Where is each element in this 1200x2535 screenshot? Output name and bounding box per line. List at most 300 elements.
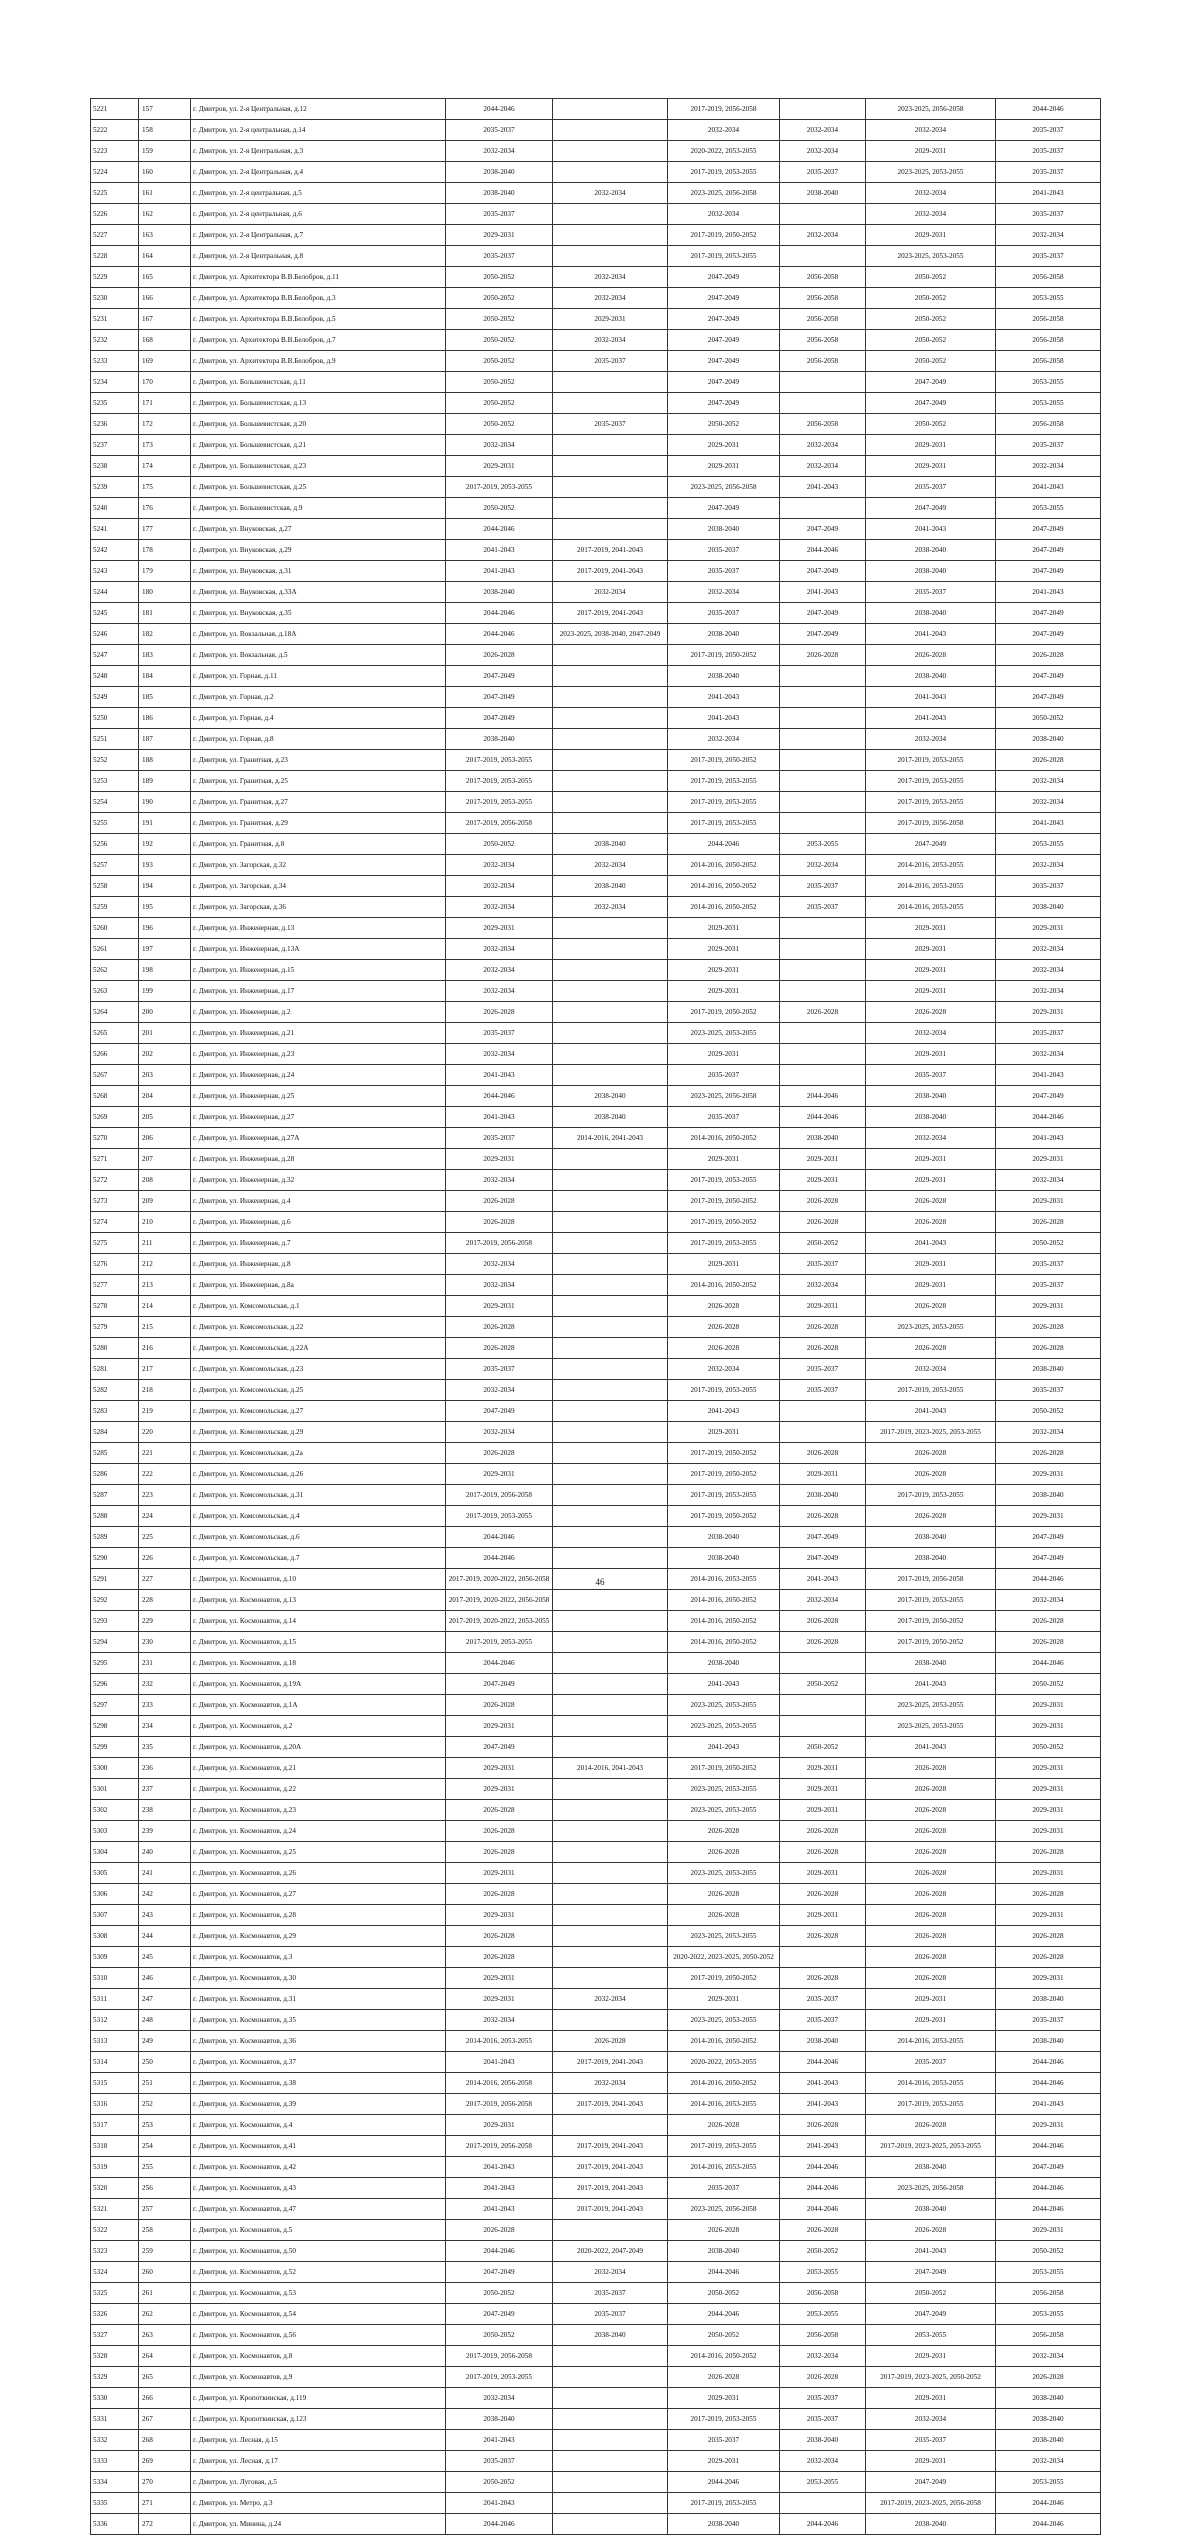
period-cell-6: 2053-2055 [996,393,1101,414]
period-cell-2 [553,1737,668,1758]
period-cell-4: 2056-2058 [780,351,866,372]
period-cell-3: 2023-2025, 2053-2055 [668,1863,780,1884]
row-number-cell: 170 [139,372,191,393]
period-cell-3: 2014-2016, 2050-2052 [668,2346,780,2367]
row-number-cell: 209 [139,1191,191,1212]
period-cell-2: 2032-2034 [553,183,668,204]
period-cell-4: 2053-2055 [780,2304,866,2325]
period-cell-6: 2044-2046 [996,2514,1101,2535]
period-cell-1: 2050-2052 [446,2325,553,2346]
row-number-cell: 190 [139,792,191,813]
period-cell-1: 2026-2028 [446,1338,553,1359]
period-cell-6: 2032-2034 [996,771,1101,792]
period-cell-1: 2017-2019, 2056-2058 [446,813,553,834]
period-cell-1: 2026-2028 [446,1842,553,1863]
row-number-cell: 240 [139,1842,191,1863]
period-cell-2 [553,120,668,141]
period-cell-4: 2035-2037 [780,1359,866,1380]
period-cell-6: 2035-2037 [996,876,1101,897]
table-row [91,1464,1101,1485]
period-cell-3: 2026-2028 [668,1317,780,1338]
period-cell-3: 2035-2037 [668,540,780,561]
address-cell: г. Дмитров, ул. Космонавтов, д.24 [191,1821,446,1842]
period-cell-2: 2032-2034 [553,897,668,918]
record-id-cell: 5247 [91,645,139,666]
table-row [91,1506,1101,1527]
record-id-cell: 5306 [91,1884,139,1905]
period-cell-6: 2056-2058 [996,2325,1101,2346]
table-row [91,2178,1101,2199]
table-row [91,1023,1101,1044]
period-cell-2 [553,1947,668,1968]
period-cell-1: 2017-2019, 2053-2055 [446,1506,553,1527]
period-cell-6: 2029-2031 [996,1758,1101,1779]
period-cell-1: 2029-2031 [446,1758,553,1779]
address-cell: г. Дмитров, ул. Космонавтов, д.23 [191,1800,446,1821]
period-cell-4 [780,750,866,771]
period-cell-2: 2023-2025, 2038-2040, 2047-2049 [553,624,668,645]
period-cell-3: 2029-2031 [668,456,780,477]
period-cell-6: 2053-2055 [996,2262,1101,2283]
period-cell-4: 2044-2046 [780,2514,866,2535]
row-number-cell: 184 [139,666,191,687]
address-cell: г. Дмитров, ул. Космонавтов, д.53 [191,2283,446,2304]
period-cell-4: 2026-2028 [780,1632,866,1653]
record-id-cell: 5223 [91,141,139,162]
record-id-cell: 5256 [91,834,139,855]
period-cell-1: 2050-2052 [446,414,553,435]
period-cell-4: 2041-2043 [780,2073,866,2094]
period-cell-2 [553,1800,668,1821]
table-row [91,1443,1101,1464]
period-cell-3: 2038-2040 [668,2514,780,2535]
period-cell-6: 2035-2037 [996,141,1101,162]
period-cell-2 [553,1863,668,1884]
address-cell: г. Дмитров, ул. Космонавтов, д.9 [191,2367,446,2388]
period-cell-5: 2047-2049 [866,393,996,414]
period-cell-6: 2032-2034 [996,939,1101,960]
period-cell-1: 2041-2043 [446,2178,553,2199]
period-cell-1: 2047-2049 [446,2262,553,2283]
period-cell-1: 2017-2019, 2056-2058 [446,1485,553,1506]
record-id-cell: 5283 [91,1401,139,1422]
period-cell-3: 2017-2019, 2050-2052 [668,645,780,666]
row-number-cell: 259 [139,2241,191,2262]
period-cell-5: 2017-2019, 2050-2052 [866,1632,996,1653]
period-cell-2 [553,2346,668,2367]
period-cell-3: 2017-2019, 2050-2052 [668,1212,780,1233]
period-cell-1: 2017-2019, 2053-2055 [446,2367,553,2388]
table-row [91,771,1101,792]
row-number-cell: 167 [139,309,191,330]
record-id-cell: 5310 [91,1968,139,1989]
period-cell-2 [553,1422,668,1443]
table-row [91,204,1101,225]
period-cell-1: 2047-2049 [446,1401,553,1422]
table-row [91,1632,1101,1653]
period-cell-3: 2017-2019, 2053-2055 [668,1170,780,1191]
period-cell-4 [780,498,866,519]
period-cell-2 [553,1842,668,1863]
period-cell-6: 2053-2055 [996,2472,1101,2493]
period-cell-4: 2026-2028 [780,645,866,666]
period-cell-5: 2017-2019, 2053-2055 [866,771,996,792]
period-cell-5: 2026-2028 [866,1296,996,1317]
period-cell-4: 2026-2028 [780,1926,866,1947]
record-id-cell: 5269 [91,1107,139,1128]
row-number-cell: 266 [139,2388,191,2409]
period-cell-3: 2020-2022, 2053-2055 [668,141,780,162]
period-cell-3: 2017-2019, 2050-2052 [668,1002,780,1023]
record-id-cell: 5240 [91,498,139,519]
record-id-cell: 5244 [91,582,139,603]
table-row [91,1800,1101,1821]
address-cell: г. Дмитров, ул. 2-я Центральная, д.3 [191,141,446,162]
address-cell: г. Дмитров, ул. Лесная, д.17 [191,2451,446,2472]
record-id-cell: 5221 [91,99,139,120]
address-cell: г. Дмитров, ул. Горная, д.2 [191,687,446,708]
row-number-cell: 221 [139,1443,191,1464]
period-cell-2: 2035-2037 [553,351,668,372]
row-number-cell: 161 [139,183,191,204]
record-id-cell: 5225 [91,183,139,204]
period-cell-3: 2029-2031 [668,435,780,456]
period-cell-5: 2029-2031 [866,981,996,1002]
period-cell-5: 2023-2025, 2056-2058 [866,2178,996,2199]
register-sheet [90,98,1100,2535]
table-row [91,1779,1101,1800]
period-cell-2 [553,1254,668,1275]
period-cell-3: 2026-2028 [668,1296,780,1317]
period-cell-5: 2050-2052 [866,288,996,309]
record-id-cell: 5277 [91,1275,139,1296]
address-cell: г. Дмитров, ул. Инженерная, д.27А [191,1128,446,1149]
row-number-cell: 206 [139,1128,191,1149]
period-cell-6: 2035-2037 [996,120,1101,141]
row-number-cell: 175 [139,477,191,498]
period-cell-2 [553,1149,668,1170]
period-cell-1: 2026-2028 [446,1212,553,1233]
row-number-cell: 248 [139,2010,191,2031]
period-cell-4 [780,1422,866,1443]
address-cell: г. Дмитров, ул. Внуковская, д.35 [191,603,446,624]
table-row [91,225,1101,246]
period-cell-3: 2014-2016, 2050-2052 [668,855,780,876]
period-cell-1: 2050-2052 [446,498,553,519]
table-row [91,1842,1101,1863]
table-row [91,2283,1101,2304]
table-row [91,1002,1101,1023]
address-cell: г. Дмитров, ул. Космонавтов, д.18 [191,1653,446,1674]
record-id-cell: 5260 [91,918,139,939]
period-cell-3: 2014-2016, 2050-2052 [668,1632,780,1653]
period-cell-3: 2014-2016, 2050-2052 [668,1275,780,1296]
row-number-cell: 179 [139,561,191,582]
period-cell-3: 2035-2037 [668,603,780,624]
period-cell-6: 2056-2058 [996,2283,1101,2304]
period-cell-3: 2029-2031 [668,939,780,960]
record-id-cell: 5264 [91,1002,139,1023]
period-cell-4 [780,708,866,729]
period-cell-1: 2050-2052 [446,834,553,855]
period-cell-5: 2029-2031 [866,456,996,477]
period-cell-3: 2047-2049 [668,351,780,372]
table-row [91,2220,1101,2241]
period-cell-6: 2044-2046 [996,2493,1101,2514]
period-cell-5: 2041-2043 [866,1737,996,1758]
record-id-cell: 5292 [91,1590,139,1611]
address-cell: г. Дмитров, ул. Инженерная, д.8 [191,1254,446,1275]
period-cell-1: 2032-2034 [446,1422,553,1443]
row-number-cell: 262 [139,2304,191,2325]
period-cell-2 [553,204,668,225]
period-cell-2: 2017-2019, 2041-2043 [553,2178,668,2199]
period-cell-3: 2035-2037 [668,2178,780,2199]
record-id-cell: 5232 [91,330,139,351]
period-cell-4: 2029-2031 [780,1170,866,1191]
table-row [91,750,1101,771]
address-cell: г. Дмитров, ул. Комсомольская, д.31 [191,1485,446,1506]
address-cell: г. Дмитров, ул. Большевистская, д.23 [191,456,446,477]
period-cell-3: 2029-2031 [668,981,780,1002]
row-number-cell: 178 [139,540,191,561]
period-cell-6: 2044-2046 [996,1653,1101,1674]
address-cell: г. Дмитров, ул. Космонавтов, д.22 [191,1779,446,1800]
period-cell-3: 2044-2046 [668,2472,780,2493]
record-id-cell: 5284 [91,1422,139,1443]
row-number-cell: 183 [139,645,191,666]
period-cell-3: 2050-2052 [668,2283,780,2304]
record-id-cell: 5239 [91,477,139,498]
period-cell-4 [780,372,866,393]
row-number-cell: 218 [139,1380,191,1401]
address-cell: г. Дмитров, ул. Космонавтов, д.50 [191,2241,446,2262]
period-cell-2 [553,918,668,939]
record-id-cell: 5231 [91,309,139,330]
period-cell-1: 2026-2028 [446,1800,553,1821]
record-id-cell: 5276 [91,1254,139,1275]
address-cell: г. Дмитров, ул. Гранитная, д.8 [191,834,446,855]
period-cell-1: 2044-2046 [446,624,553,645]
period-cell-4: 2038-2040 [780,1128,866,1149]
row-number-cell: 211 [139,1233,191,1254]
address-cell: г. Дмитров, ул. Космонавтов, д.31 [191,1989,446,2010]
period-cell-6: 2056-2058 [996,330,1101,351]
period-cell-4: 2029-2031 [780,1905,866,1926]
record-id-cell: 5273 [91,1191,139,1212]
period-cell-5: 2014-2016, 2053-2055 [866,876,996,897]
address-cell: г. Дмитров, ул. Космонавтов, д.5 [191,2220,446,2241]
period-cell-5: 2029-2031 [866,918,996,939]
address-cell: г. Дмитров, ул. Космонавтов, д.54 [191,2304,446,2325]
period-cell-4: 2038-2040 [780,2430,866,2451]
period-cell-2: 2020-2022, 2047-2049 [553,2241,668,2262]
table-row [91,2136,1101,2157]
period-cell-1: 2044-2046 [446,519,553,540]
table-row [91,2157,1101,2178]
period-cell-6: 2032-2034 [996,960,1101,981]
period-cell-6: 2032-2034 [996,225,1101,246]
row-number-cell: 253 [139,2115,191,2136]
row-number-cell: 219 [139,1401,191,1422]
period-cell-1: 2026-2028 [446,2220,553,2241]
period-cell-4: 2050-2052 [780,2241,866,2262]
period-cell-6: 2032-2034 [996,1422,1101,1443]
period-cell-5: 2038-2040 [866,540,996,561]
period-cell-2 [553,2220,668,2241]
record-id-cell: 5245 [91,603,139,624]
row-number-cell: 228 [139,1590,191,1611]
record-id-cell: 5238 [91,456,139,477]
address-cell: г. Дмитров, ул. Инженерная, д.23 [191,1044,446,1065]
period-cell-3: 2032-2034 [668,1359,780,1380]
period-cell-4: 2026-2028 [780,1338,866,1359]
period-cell-4 [780,1401,866,1422]
period-cell-6: 2035-2037 [996,1254,1101,1275]
period-cell-4: 2047-2049 [780,603,866,624]
period-cell-3: 2017-2019, 2050-2052 [668,1464,780,1485]
row-number-cell: 264 [139,2346,191,2367]
period-cell-5: 2017-2019, 2056-2058 [866,1569,996,1590]
period-cell-2: 2035-2037 [553,414,668,435]
period-cell-4 [780,1065,866,1086]
table-row [91,1149,1101,1170]
address-cell: г. Дмитров, ул. Большевистская, д.13 [191,393,446,414]
period-cell-2 [553,1821,668,1842]
period-cell-3: 2014-2016, 2053-2055 [668,2094,780,2115]
address-cell: г. Дмитров, ул. Комсомольская, д.26 [191,1464,446,1485]
table-row [91,855,1101,876]
record-id-cell: 5254 [91,792,139,813]
record-id-cell: 5275 [91,1233,139,1254]
period-cell-3: 2023-2025, 2053-2055 [668,1023,780,1044]
period-cell-2 [553,1611,668,1632]
period-cell-3: 2047-2049 [668,330,780,351]
period-cell-6: 2026-2028 [996,750,1101,771]
address-cell: г. Дмитров, ул. Инженерная, д.21 [191,1023,446,1044]
row-number-cell: 256 [139,2178,191,2199]
record-id-cell: 5279 [91,1317,139,1338]
record-id-cell: 5266 [91,1044,139,1065]
table-row [91,540,1101,561]
address-cell: г. Дмитров, ул. 2-я Центральная, д.12 [191,99,446,120]
period-cell-1: 2044-2046 [446,603,553,624]
period-cell-3: 2041-2043 [668,1674,780,1695]
record-id-cell: 5281 [91,1359,139,1380]
period-cell-3: 2014-2016, 2050-2052 [668,2073,780,2094]
period-cell-4: 2035-2037 [780,897,866,918]
period-cell-6: 2026-2028 [996,1611,1101,1632]
period-cell-4: 2026-2028 [780,1443,866,1464]
period-cell-2: 2032-2034 [553,267,668,288]
period-cell-1: 2026-2028 [446,1947,553,1968]
page-number: 46 [595,1577,605,1587]
period-cell-6: 2029-2031 [996,1800,1101,1821]
table-row [91,2073,1101,2094]
row-number-cell: 205 [139,1107,191,1128]
table-row [91,2493,1101,2514]
period-cell-3: 2029-2031 [668,1422,780,1443]
record-id-cell: 5295 [91,1653,139,1674]
period-cell-4: 2029-2031 [780,1149,866,1170]
table-row [91,2346,1101,2367]
period-cell-5: 2017-2019, 2023-2025, 2050-2052 [866,2367,996,2388]
address-cell: г. Дмитров, ул. Инженерная, д.4 [191,1191,446,1212]
period-cell-5: 2014-2016, 2053-2055 [866,2031,996,2052]
table-row [91,2514,1101,2535]
period-cell-6: 2029-2031 [996,1149,1101,1170]
address-cell: г. Дмитров, ул. Метро, д.3 [191,2493,446,2514]
row-number-cell: 267 [139,2409,191,2430]
period-cell-6: 2050-2052 [996,1401,1101,1422]
row-number-cell: 162 [139,204,191,225]
period-cell-3: 2044-2046 [668,2262,780,2283]
address-cell: г. Дмитров, ул. Гранитная, д.29 [191,813,446,834]
period-cell-5: 2026-2028 [866,1443,996,1464]
record-id-cell: 5326 [91,2304,139,2325]
period-cell-3: 2035-2037 [668,561,780,582]
period-cell-4: 2026-2028 [780,1884,866,1905]
period-cell-4: 2026-2028 [780,1611,866,1632]
period-cell-1: 2017-2019, 2020-2022, 2056-2058 [446,1590,553,1611]
period-cell-4: 2050-2052 [780,1737,866,1758]
period-cell-6: 2041-2043 [996,813,1101,834]
row-number-cell: 188 [139,750,191,771]
row-number-cell: 216 [139,1338,191,1359]
period-cell-2 [553,1275,668,1296]
address-cell: г. Дмитров, ул. Космонавтов, д.10 [191,1569,446,1590]
period-cell-6: 2035-2037 [996,204,1101,225]
record-id-cell: 5305 [91,1863,139,1884]
period-cell-6: 2029-2031 [996,1716,1101,1737]
period-cell-2 [553,645,668,666]
address-cell: г. Дмитров, ул. Космонавтов, д.37 [191,2052,446,2073]
period-cell-1: 2032-2034 [446,2010,553,2031]
period-cell-3: 2017-2019, 2050-2052 [668,1758,780,1779]
period-cell-4: 2047-2049 [780,1548,866,1569]
record-id-cell: 5336 [91,2514,139,2535]
period-cell-6: 2032-2034 [996,1170,1101,1191]
row-number-cell: 197 [139,939,191,960]
period-cell-5: 2038-2040 [866,603,996,624]
table-row [91,981,1101,1002]
period-cell-2 [553,750,668,771]
period-cell-4 [780,1947,866,1968]
period-cell-3: 2026-2028 [668,2220,780,2241]
period-cell-5: 2029-2031 [866,225,996,246]
record-id-cell: 5280 [91,1338,139,1359]
record-id-cell: 5318 [91,2136,139,2157]
record-id-cell: 5314 [91,2052,139,2073]
row-number-cell: 241 [139,1863,191,1884]
period-cell-4: 2029-2031 [780,1800,866,1821]
row-number-cell: 233 [139,1695,191,1716]
address-cell: г. Дмитров, ул. Горная, д.8 [191,729,446,750]
period-cell-4 [780,918,866,939]
record-id-cell: 5230 [91,288,139,309]
period-cell-2: 2032-2034 [553,582,668,603]
record-id-cell: 5311 [91,1989,139,2010]
address-cell: г. Дмитров, ул. Инженерная, д.28 [191,1149,446,1170]
period-cell-5: 2032-2034 [866,183,996,204]
address-cell: г. Дмитров, ул. Космонавтов, д.29 [191,1926,446,1947]
period-cell-1: 2035-2037 [446,1128,553,1149]
address-cell: г. Дмитров, ул. Внуковская, д.33А [191,582,446,603]
period-cell-6: 2044-2046 [996,1107,1101,1128]
row-number-cell: 160 [139,162,191,183]
period-cell-1: 2050-2052 [446,267,553,288]
table-row [91,1107,1101,1128]
